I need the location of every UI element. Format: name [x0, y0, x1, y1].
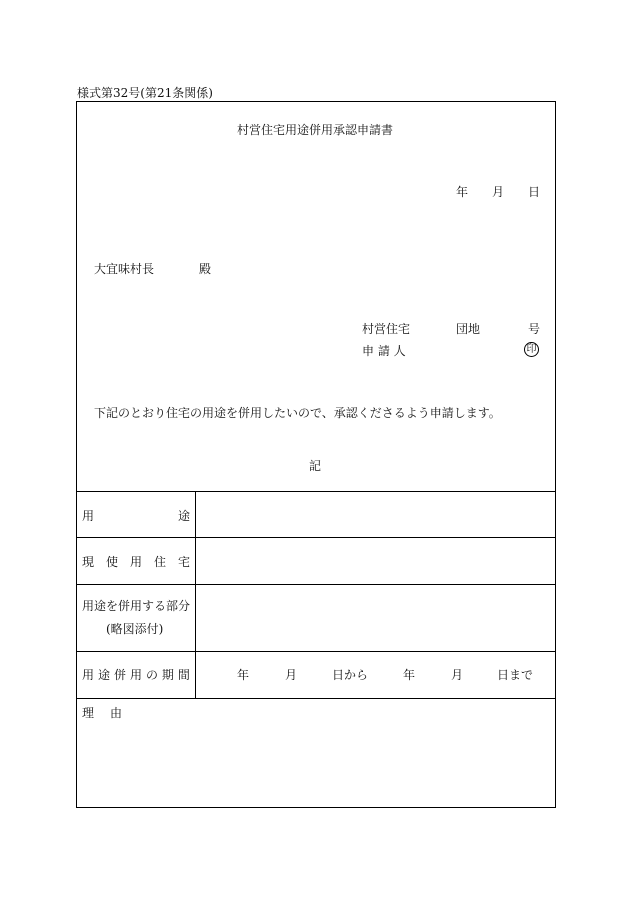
- divider-current-house-top: [76, 537, 556, 538]
- period-start-year: 年: [237, 668, 250, 682]
- addressee-honorific: 殿: [199, 262, 212, 276]
- period-end-month: 月: [451, 668, 464, 682]
- period-label-char: 用: [82, 668, 95, 682]
- period-label-char: 併: [113, 668, 126, 682]
- period-label: [82, 669, 190, 681]
- date-year-label: 年: [456, 185, 469, 199]
- divider-reason-top: [76, 698, 556, 699]
- number-label: 号: [528, 322, 541, 336]
- date-month-label: 月: [492, 185, 505, 199]
- reason-label-char: 理: [82, 706, 95, 720]
- period-end-day: 日まで: [497, 668, 534, 682]
- divider-shared-part-top: [76, 584, 556, 585]
- form-number: 様式第32号(第21条関係): [77, 86, 213, 100]
- form-frame: [76, 101, 556, 808]
- period-start-day: 日から: [332, 668, 369, 682]
- date-day-label: 日: [528, 185, 541, 199]
- reason-label-char: 由: [109, 706, 122, 720]
- period-label-char: 間: [177, 668, 190, 682]
- label-column-divider: [195, 491, 196, 698]
- shared-part-label: 用途を併用する部分: [82, 599, 191, 613]
- period-start-month: 月: [285, 668, 298, 682]
- reason-label: [82, 707, 122, 719]
- current-house-label-char: 使: [105, 555, 118, 569]
- request-statement: 下記のとおり住宅の用途を併用したいので、承認くださるよう申請します。: [94, 406, 501, 420]
- shared-part-note: (略図添付): [106, 622, 164, 636]
- current-house-label-char: 宅: [177, 555, 190, 569]
- current-house-label-char: 用: [129, 555, 142, 569]
- seal-mark: 印: [524, 342, 539, 357]
- period-label-char: 途: [97, 668, 110, 682]
- period-label-char: 期: [161, 668, 174, 682]
- period-label-char: 用: [129, 668, 142, 682]
- current-house-label-char: 現: [82, 555, 95, 569]
- current-house-label-char: 住: [153, 555, 166, 569]
- divider-usage-top: [76, 491, 556, 492]
- period-end-year: 年: [403, 668, 416, 682]
- divider-period-top: [76, 651, 556, 652]
- current-house-label: [82, 556, 190, 568]
- usage-label: [82, 510, 190, 522]
- usage-label-char: 用: [82, 509, 95, 523]
- addressee-name: 大宜味村長: [94, 262, 155, 276]
- housing-label: 村営住宅: [362, 322, 411, 336]
- document-title: 村営住宅用途併用承認申請書: [236, 123, 393, 137]
- complex-label: 団地: [456, 322, 481, 336]
- usage-label-char: 途: [177, 509, 190, 523]
- period-label-char: の: [145, 668, 158, 682]
- applicant-label: 申 請 人: [362, 344, 406, 358]
- ki-label: 記: [308, 459, 321, 473]
